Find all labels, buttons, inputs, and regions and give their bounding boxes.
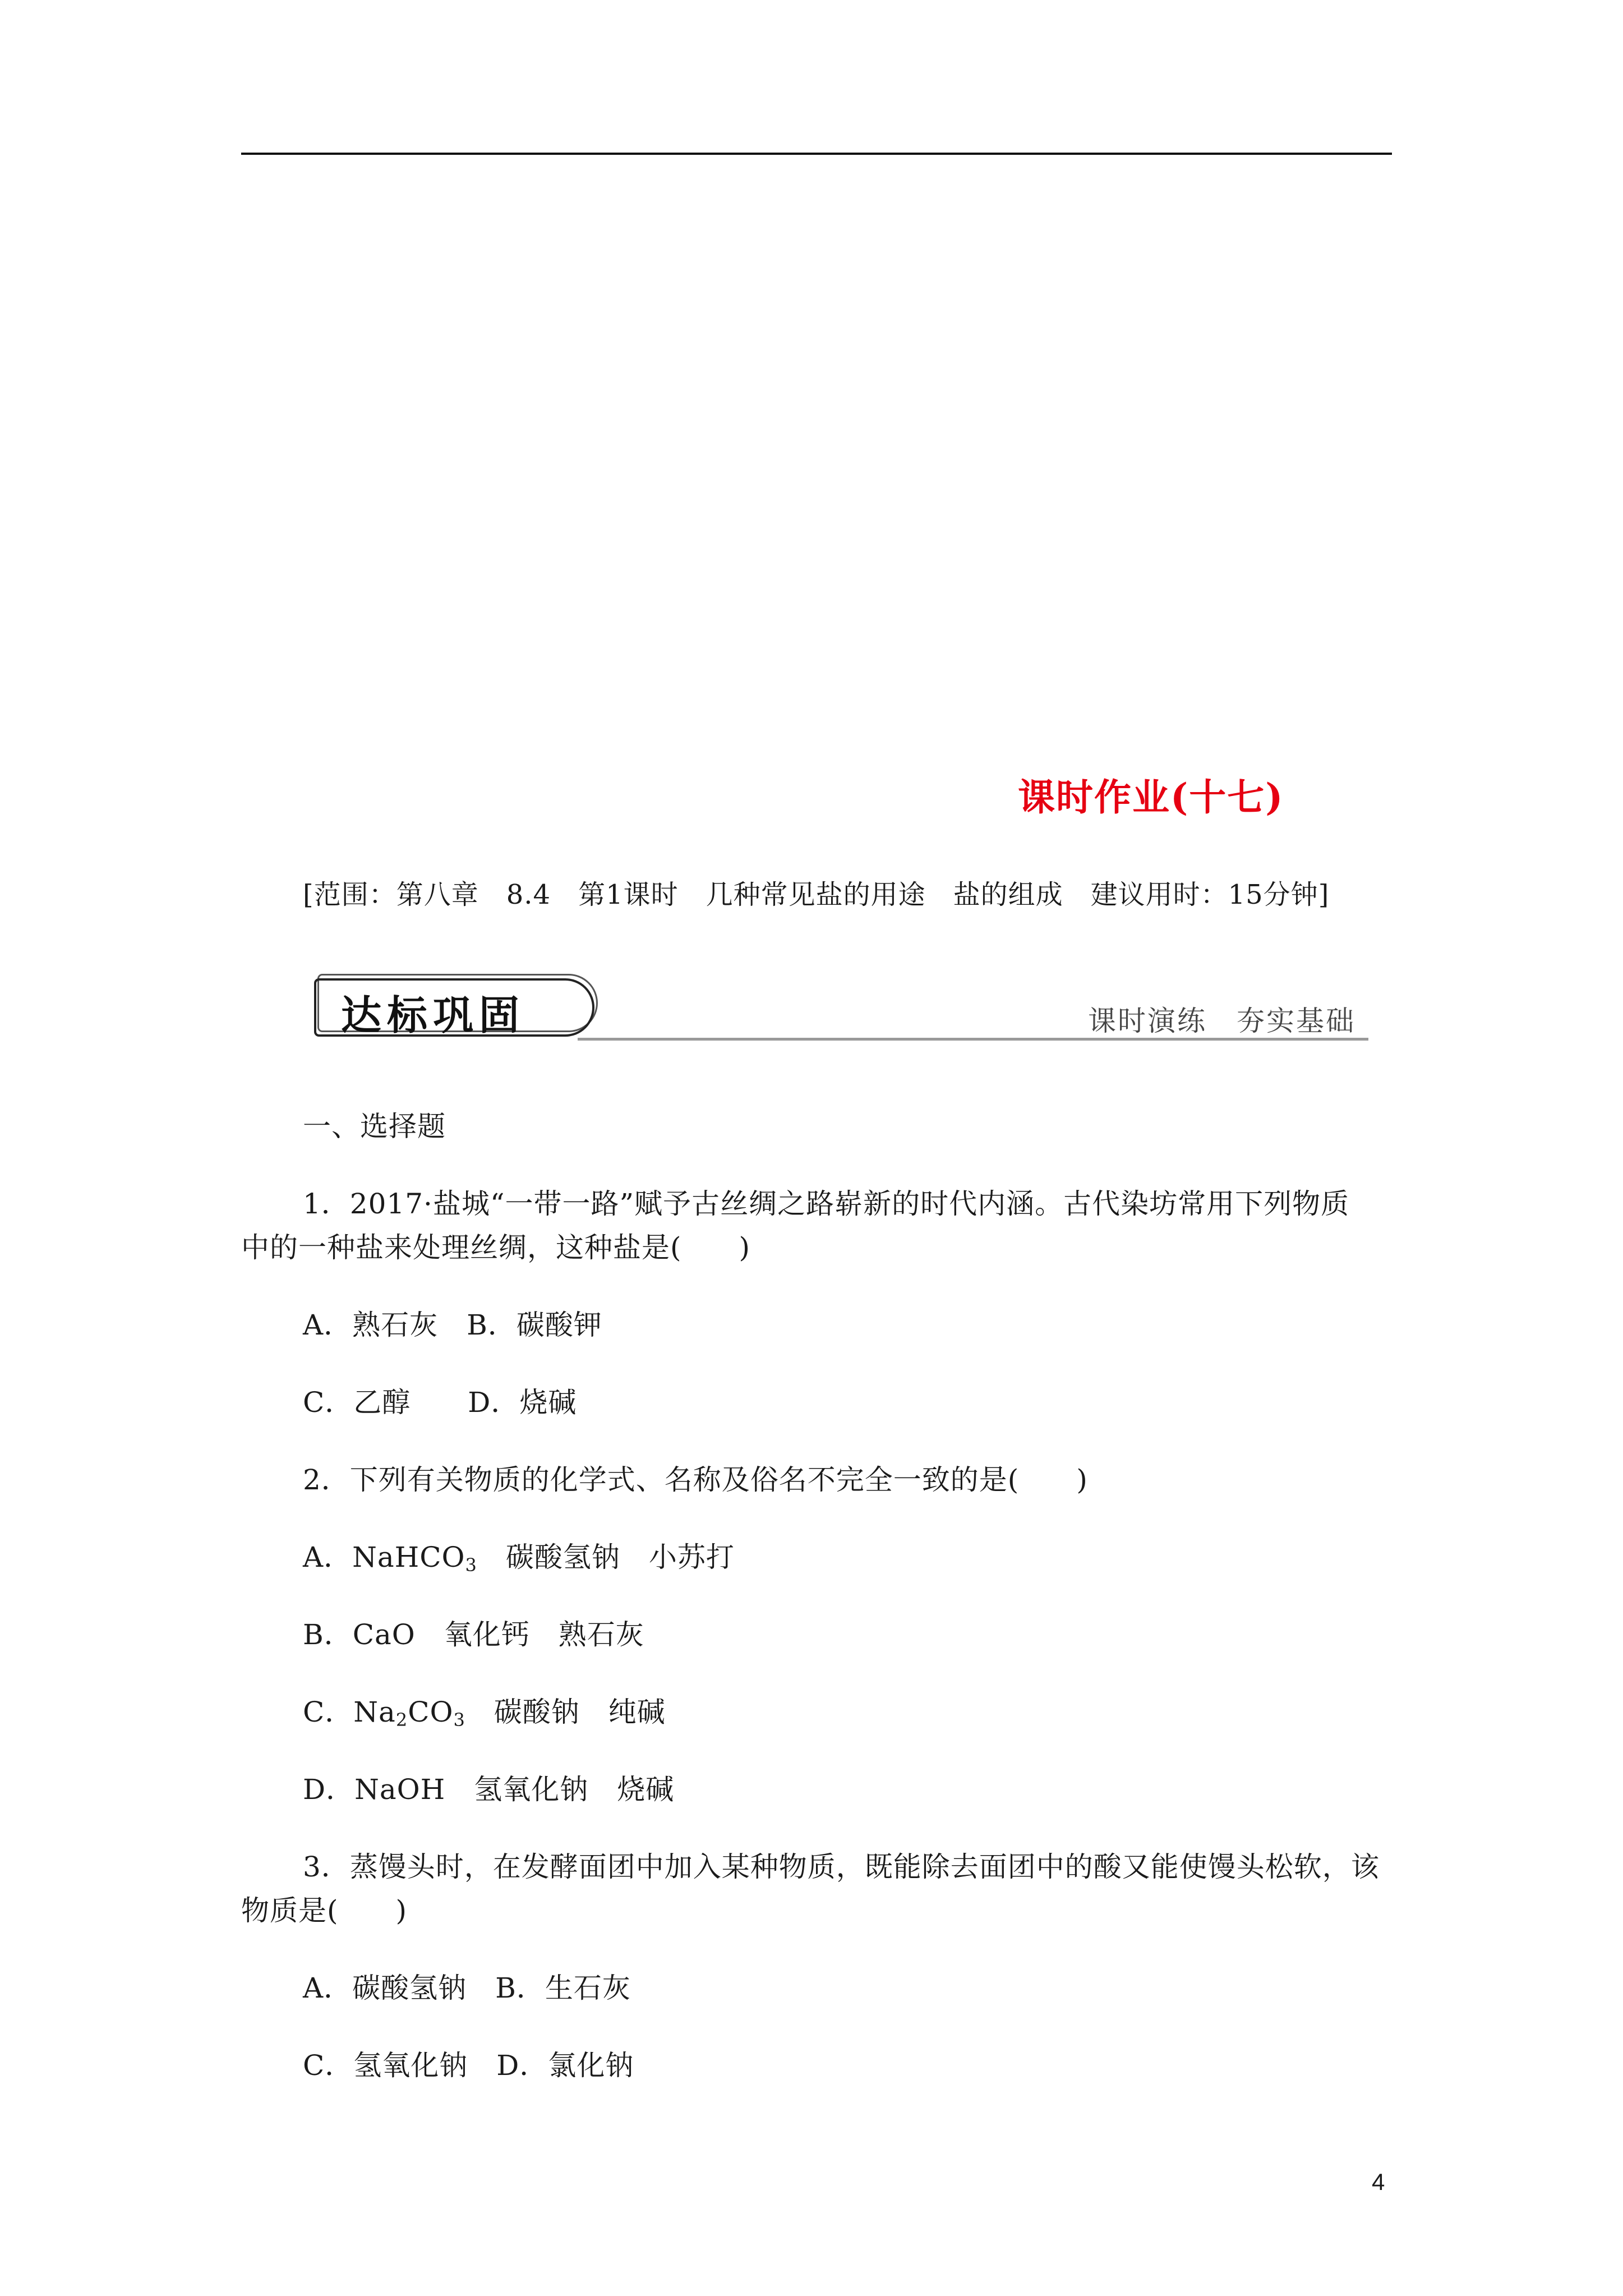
q2-option-d: D．NaOH 氢氧化钠 烧碱 (303, 1773, 675, 1806)
q2-option-c (303, 1690, 666, 1730)
q3-options-line1: A．碳酸氢钠 B．生石灰 (303, 1972, 631, 2004)
header-rule (241, 153, 1392, 155)
q2-stem: 2．下列有关物质的化学式、名称及俗名不完全一致的是( ) (303, 1464, 1088, 1496)
banner-subtitle: 课时演练 夯实基础 (1088, 1005, 1355, 1037)
q3-stem-line2: 物质是( ) (241, 1894, 408, 1927)
q2-option-c-mid: CO (408, 1696, 454, 1728)
scope-line: [范围：第八章 8.4 第1课时 几种常见盐的用途 盐的组成 建议用时：15分钟] (303, 879, 1330, 910)
page-title: 课时作业(十七) (1018, 775, 1284, 819)
page-number: 4 (1372, 2169, 1385, 2195)
q1-stem-line1: 1．2017·盐城“一带一路”赋予古丝绸之路崭新的时代内涵。古代染坊常用下列物质 (303, 1188, 1350, 1220)
q2-option-c-rest: 碳酸钠 纯碱 (465, 1696, 666, 1728)
q2-option-a (303, 1535, 735, 1575)
q3-options-line2: C．氢氧化钠 D．氯化钠 (303, 2049, 634, 2082)
q1-options-line2: C．乙醇 D．烧碱 (303, 1386, 577, 1419)
section-banner (314, 970, 1368, 1050)
section-heading: 一、选择题 (303, 1110, 446, 1143)
q2-option-b: B．CaO 氧化钙 熟石灰 (303, 1618, 644, 1651)
q3-stem-line1: 3．蒸馒头时，在发酵面团中加入某种物质，既能除去面团中的酸又能使馒头松软，该 (303, 1851, 1380, 1883)
q1-options-line1: A．熟石灰 B．碳酸钾 (303, 1309, 602, 1341)
q2-option-a-rest: 碳酸氢钠 小苏打 (477, 1541, 735, 1573)
q2-option-c-formula: C．Na (303, 1696, 396, 1728)
q2-option-c-sub: 2 (395, 1709, 408, 1731)
q2-option-a-formula: A．NaHCO (303, 1541, 465, 1573)
q1-stem-line2: 中的一种盐来处理丝绸，这种盐是( ) (241, 1231, 751, 1264)
q2-option-c-sub2: 3 (453, 1709, 465, 1731)
q2-option-a-sub: 3 (465, 1554, 477, 1576)
banner-title: 达标巩固 (341, 992, 525, 1039)
